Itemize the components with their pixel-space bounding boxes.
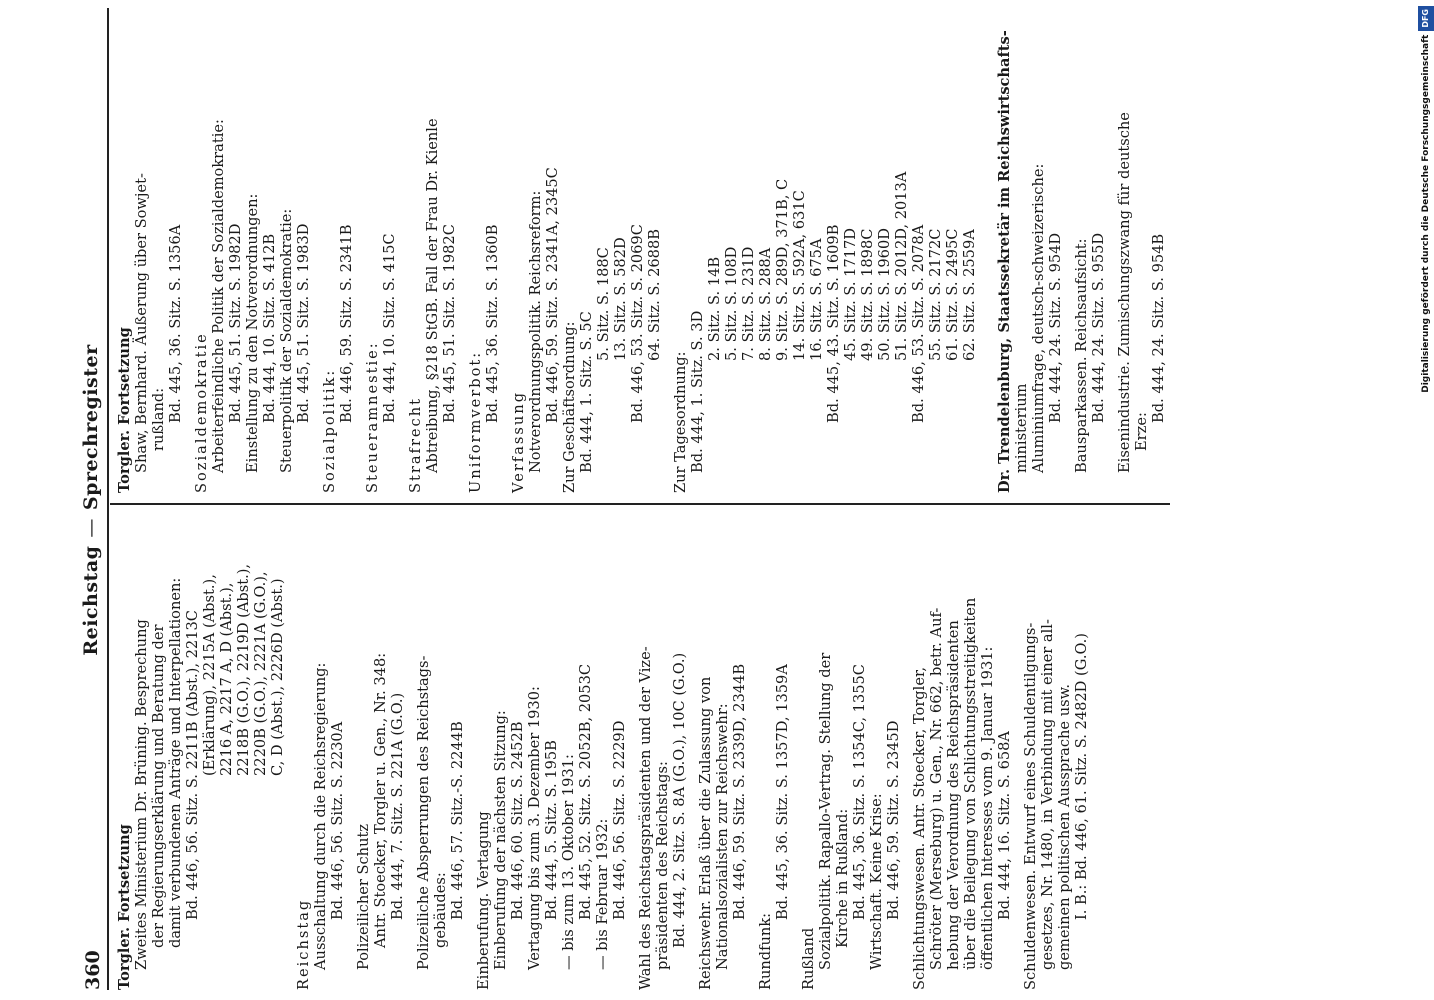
index-heading: Torgler. Fortsetzung	[116, 824, 133, 990]
index-entry-line: 2218B (G.O.), 2219D (Abst.),	[235, 563, 252, 776]
index-entry-line: Bd. 444, 10. Sitz. S. 412B	[261, 233, 278, 423]
index-entry-line: Bd. 445, 51. Sitz. S. 1983D	[295, 223, 312, 423]
index-entry-line: 49. Sitz. S. 1898C	[859, 228, 876, 361]
index-entry-line: Bd. 444, 1. Sitz. S. 3D	[689, 310, 706, 473]
index-entry-line: Bd. 446, 59. Sitz. S. 2345D	[885, 720, 902, 920]
index-entry-line: Schröter (Merseburg) u. Gen., Nr. 662, betr. Auf-	[928, 607, 945, 970]
index-entry-line: 9. Sitz. S. 289D, 371B, C	[774, 178, 791, 361]
index-entry-line: Bd. 445, 51. Sitz. S. 1982D	[227, 223, 244, 423]
index-entry-line: Bd. 445, 36. Sitz. S. 1356A	[167, 224, 184, 423]
running-head-left: Reichstag	[80, 545, 102, 656]
index-entry-line: 2. Sitz. S. 14B	[706, 256, 723, 361]
right-column	[116, 18, 1167, 493]
index-entry-line: damit verbundenen Anträge und Interpellationen:	[167, 577, 184, 948]
index-heading: Rußland	[800, 927, 817, 990]
index-heading: Rundfunk:	[757, 912, 774, 990]
index-entry-line: der Regierungserklärung und Beratung der	[150, 624, 167, 948]
index-entry-line: Notverordnungspolitik. Reichsreform:	[527, 190, 544, 473]
index-entry-line: — bis zum 13. Oktober 1931:	[560, 754, 577, 970]
index-entry-line: 2216 A, 2217 A, D (Abst.),	[218, 582, 235, 776]
index-entry-line: Bd. 445, 51. Sitz. S. 1982C	[441, 224, 458, 423]
index-entry-line: Bd. 445, 36. Sitz. S. 1360B	[484, 224, 501, 423]
index-entry-line: Bd. 446, 56. Sitz. S. 2211B (Abst.), 2213C	[184, 610, 201, 920]
index-heading: Zur Geschäftsordnung:	[561, 321, 578, 493]
index-entry-line: 50. Sitz. S. 1960D	[876, 228, 893, 361]
left-column	[116, 515, 1090, 990]
entry-gap	[501, 18, 510, 493]
index-entry-line: 8. Sitz. S. 288A	[757, 247, 774, 361]
entry-gap	[1107, 18, 1116, 493]
index-entry-line: Bd. 444, 24. Sitz. S. 954B	[1150, 233, 1167, 423]
entry-gap	[748, 515, 757, 990]
index-entry-line: Kirche in Rußland:	[834, 808, 851, 948]
index-entry-line: 55. Sitz. S. 2172C	[927, 228, 944, 361]
index-entry-line: 62. Sitz. S. 2559A	[961, 229, 978, 361]
index-heading: Schuldenwesen. Entwurf eines Schuldentilgungs-	[1022, 622, 1039, 990]
index-entry-line: Bd. 445, 52. Sitz. S. 2052B, 2053C	[577, 663, 594, 920]
index-entry-line: Bd. 446, 57. Sitz.-S. 2244B	[449, 721, 466, 920]
page-number: 360	[82, 950, 104, 990]
index-entry-line: Nationalsozialisten zur Reichswehr:	[714, 703, 731, 970]
index-entry-line: 7. Sitz. S. 231D	[740, 246, 757, 361]
index-entry-line: Shaw, Bernhard. Äußerung über Sowjet-	[133, 173, 150, 473]
index-heading: Verfassung	[510, 390, 527, 493]
entry-gap	[458, 18, 467, 493]
index-entry-line: Bd. 444, 10. Sitz. S. 415C	[381, 233, 398, 423]
index-entry-line: — bis Februar 1932:	[594, 818, 611, 970]
index-entry-line: I. B.: Bd. 446, 61. Sitz. S. 2482D (G.O.)	[1073, 633, 1090, 920]
index-entry-line: Bd. 446, 53. Sitz. S. 2069C	[629, 224, 646, 423]
running-head	[80, 0, 102, 1000]
running-head-dash: —	[80, 518, 102, 538]
index-entry-line: Polizeilicher Schutz	[355, 823, 372, 970]
index-heading: Schlichtungswesen. Antr. Stoecker, Torgler,	[911, 667, 928, 990]
index-entry-line: Bd. 446, 56. Sitz. S. 2230A	[329, 721, 346, 920]
index-entry-line: Sozialpolitik. Rapallo-Vertrag. Stellung der	[817, 652, 834, 970]
index-heading: Dr. Trendelenburg, Staatssekretär im Reichswirtschafts-	[996, 30, 1013, 493]
index-entry-line: Bd. 446, 56. Sitz. S. 2229D	[611, 720, 628, 920]
index-entry-line: 16. Sitz. S. 675A	[808, 238, 825, 361]
index-entry-line: ministerium	[1013, 383, 1030, 473]
index-entry-line: 5. Sitz. S. 108D	[723, 246, 740, 361]
entry-gap	[466, 515, 475, 990]
index-heading: Zur Tagesordnung:	[672, 351, 689, 493]
index-entry-line: (Erklärung), 2215A (Abst.),	[201, 574, 218, 776]
digitization-credit	[1418, 0, 1434, 1000]
entry-gap	[663, 18, 672, 493]
index-entry-line: 13. Sitz. S. 582D	[612, 237, 629, 361]
index-heading: Torgler. Fortsetzung	[116, 327, 133, 493]
running-head-right: Sprechregister	[80, 344, 102, 511]
index-entry-line: präsidenten des Reichstags:	[654, 761, 671, 970]
index-entry-line: Bd. 445, 43. Sitz. S. 1609B	[825, 224, 842, 423]
index-heading: Reichswehr. Erlaß über die Zulassung von	[697, 676, 714, 990]
index-entry-line: Bd. 445, 36. Sitz. S. 1354C, 1355C	[851, 664, 868, 920]
index-entry-line: Antr. Stoecker, Torgler u. Gen., Nr. 348:	[372, 652, 389, 948]
index-entry-line: über die Beilegung von Schlichtungsstreitigkeiten	[962, 597, 979, 970]
entry-gap	[791, 515, 800, 990]
index-entry-line: Abtreibung, §218 StGB. Fall der Frau Dr. Kienle	[424, 118, 441, 473]
index-entry-line: 5. Sitz. S. 188C	[595, 247, 612, 361]
index-entry-line: öffentlichen Interesses vom 9. Januar 1931:	[979, 646, 996, 970]
entry-gap	[312, 18, 321, 493]
entry-gap	[355, 18, 364, 493]
entry-gap	[628, 515, 637, 990]
entry-gap	[688, 515, 697, 990]
entry-gap	[286, 515, 295, 990]
index-entry-line: Bd. 444, 5. Sitz. S. 195B	[543, 740, 560, 920]
index-entry-line: C, D (Abst.), 2226D (Abst.)	[269, 578, 286, 776]
index-heading: Sozialdemokratie	[193, 332, 210, 493]
dfg-logo: DFG	[1418, 6, 1434, 31]
index-entry-line: Bd. 446, 59. Sitz. S. 2341B	[338, 224, 355, 423]
index-heading: Einberufung. Vertagung	[475, 811, 492, 990]
index-entry-line: Polizeiliche Absperrungen des Reichstags-	[415, 655, 432, 970]
entry-gap	[902, 515, 911, 990]
index-entry-line: Einstellung zu den Notverordnungen:	[244, 193, 261, 473]
index-entry-line: 45. Sitz. S. 1717D	[842, 228, 859, 361]
index-entry-line: Wirtschaft. Keine Krise:	[868, 793, 885, 970]
entry-gap	[1013, 515, 1022, 990]
index-entry-line: Bd. 444, 16. Sitz. S. 658A	[996, 731, 1013, 920]
entry-gap	[184, 18, 193, 493]
index-entry-line: Bd. 446, 59. Sitz. S. 2341A, 2345C	[544, 167, 561, 423]
index-entry-line: Bd. 444, 2. Sitz. S. 8A (G.O.), 10C (G.O.)	[671, 652, 688, 948]
entry-gap	[978, 18, 987, 493]
column-divider	[110, 503, 1170, 505]
index-heading: Wahl des Reichstagspräsidenten und der Vize-	[637, 646, 654, 990]
entry-gap	[1064, 18, 1073, 493]
index-entry-line: hebung der Verordnung des Reichspräsidenten	[945, 620, 962, 970]
index-heading: Strafrecht	[407, 397, 424, 493]
index-entry-line: 2220B (G.O.), 2221A (G.O.),	[252, 571, 269, 776]
credit-text-wrapper	[1418, 0, 1434, 1000]
index-entry-line: Aluminiumfrage, deutsch-schweizerische:	[1030, 163, 1047, 473]
index-entry-line: Bd. 446, 59. Sitz. S. 2339D, 2344B	[731, 663, 748, 920]
index-entry-line: Bd. 444, 24. Sitz. S. 954D	[1047, 232, 1064, 423]
entry-gap	[406, 515, 415, 990]
index-entry-line: Eisenindustrie. Zumischungszwang für deutsche	[1116, 112, 1133, 473]
index-entry-line: Ausschaltung durch die Reichsregierung:	[312, 662, 329, 970]
index-entry-line: 61. Sitz. S. 2495C	[944, 228, 961, 361]
entry-gap	[346, 515, 355, 990]
index-entry-line: gesetzes, Nr. 1480, in Verbindung mit einer all-	[1039, 619, 1056, 970]
entry-gap	[987, 18, 996, 493]
index-heading: Reichstag	[295, 898, 312, 990]
index-entry-line: Zweites Ministerium Dr. Brüning. Besprechung	[133, 619, 150, 970]
index-entry-line: Bd. 446, 53. Sitz. S. 2078A	[910, 224, 927, 423]
index-entry-line: Erze:	[1133, 412, 1150, 451]
index-entry-line: 14. Sitz. S. 592A, 631C	[791, 190, 808, 361]
index-entry-line: Bd. 444, 24. Sitz. S. 955D	[1090, 232, 1107, 423]
index-entry-line: 64. Sitz. S. 2688B	[646, 229, 663, 361]
header-rule	[107, 8, 109, 990]
index-entry-line: gebäudes:	[432, 872, 449, 948]
index-entry-line: Bd. 444, 7. Sitz. S. 221A (G.O.)	[389, 692, 406, 920]
index-entry-line: Arbeiterfeindliche Politik der Sozialdemokratie:	[210, 119, 227, 473]
index-entry-line: Bd. 444, 1. Sitz. S. 5C	[578, 311, 595, 473]
index-heading: Steueramnestie:	[364, 341, 381, 493]
index-entry-line: Bd. 446, 60. Sitz. S. 2452B	[509, 721, 526, 920]
index-entry-line: 51. Sitz. S. 2012D, 2013A	[893, 171, 910, 361]
index-entry-line: Steuerpolitik der Sozialdemokratie:	[278, 208, 295, 473]
index-entry-line: gemeinen politischen Aussprache usw.	[1056, 684, 1073, 970]
index-entry-line: Bausparkassen. Reichsaufsicht:	[1073, 238, 1090, 473]
index-entry-line: Einberufung der nächsten Sitzung:	[492, 710, 509, 970]
index-heading: Sozialpolitik:	[321, 368, 338, 493]
index-entry-line: Vertagung bis zum 3. Dezember 1930:	[526, 686, 543, 970]
credit-text: Digitalisierung gefördert durch die Deutsche Forschungsgemeinschaft	[1421, 34, 1431, 393]
entry-gap	[398, 18, 407, 493]
index-entry-line: rußland:	[150, 387, 167, 451]
index-entry-line: Bd. 445, 36. Sitz. S. 1357D, 1359A	[774, 664, 791, 920]
index-heading: Uniformverbot:	[467, 350, 484, 493]
